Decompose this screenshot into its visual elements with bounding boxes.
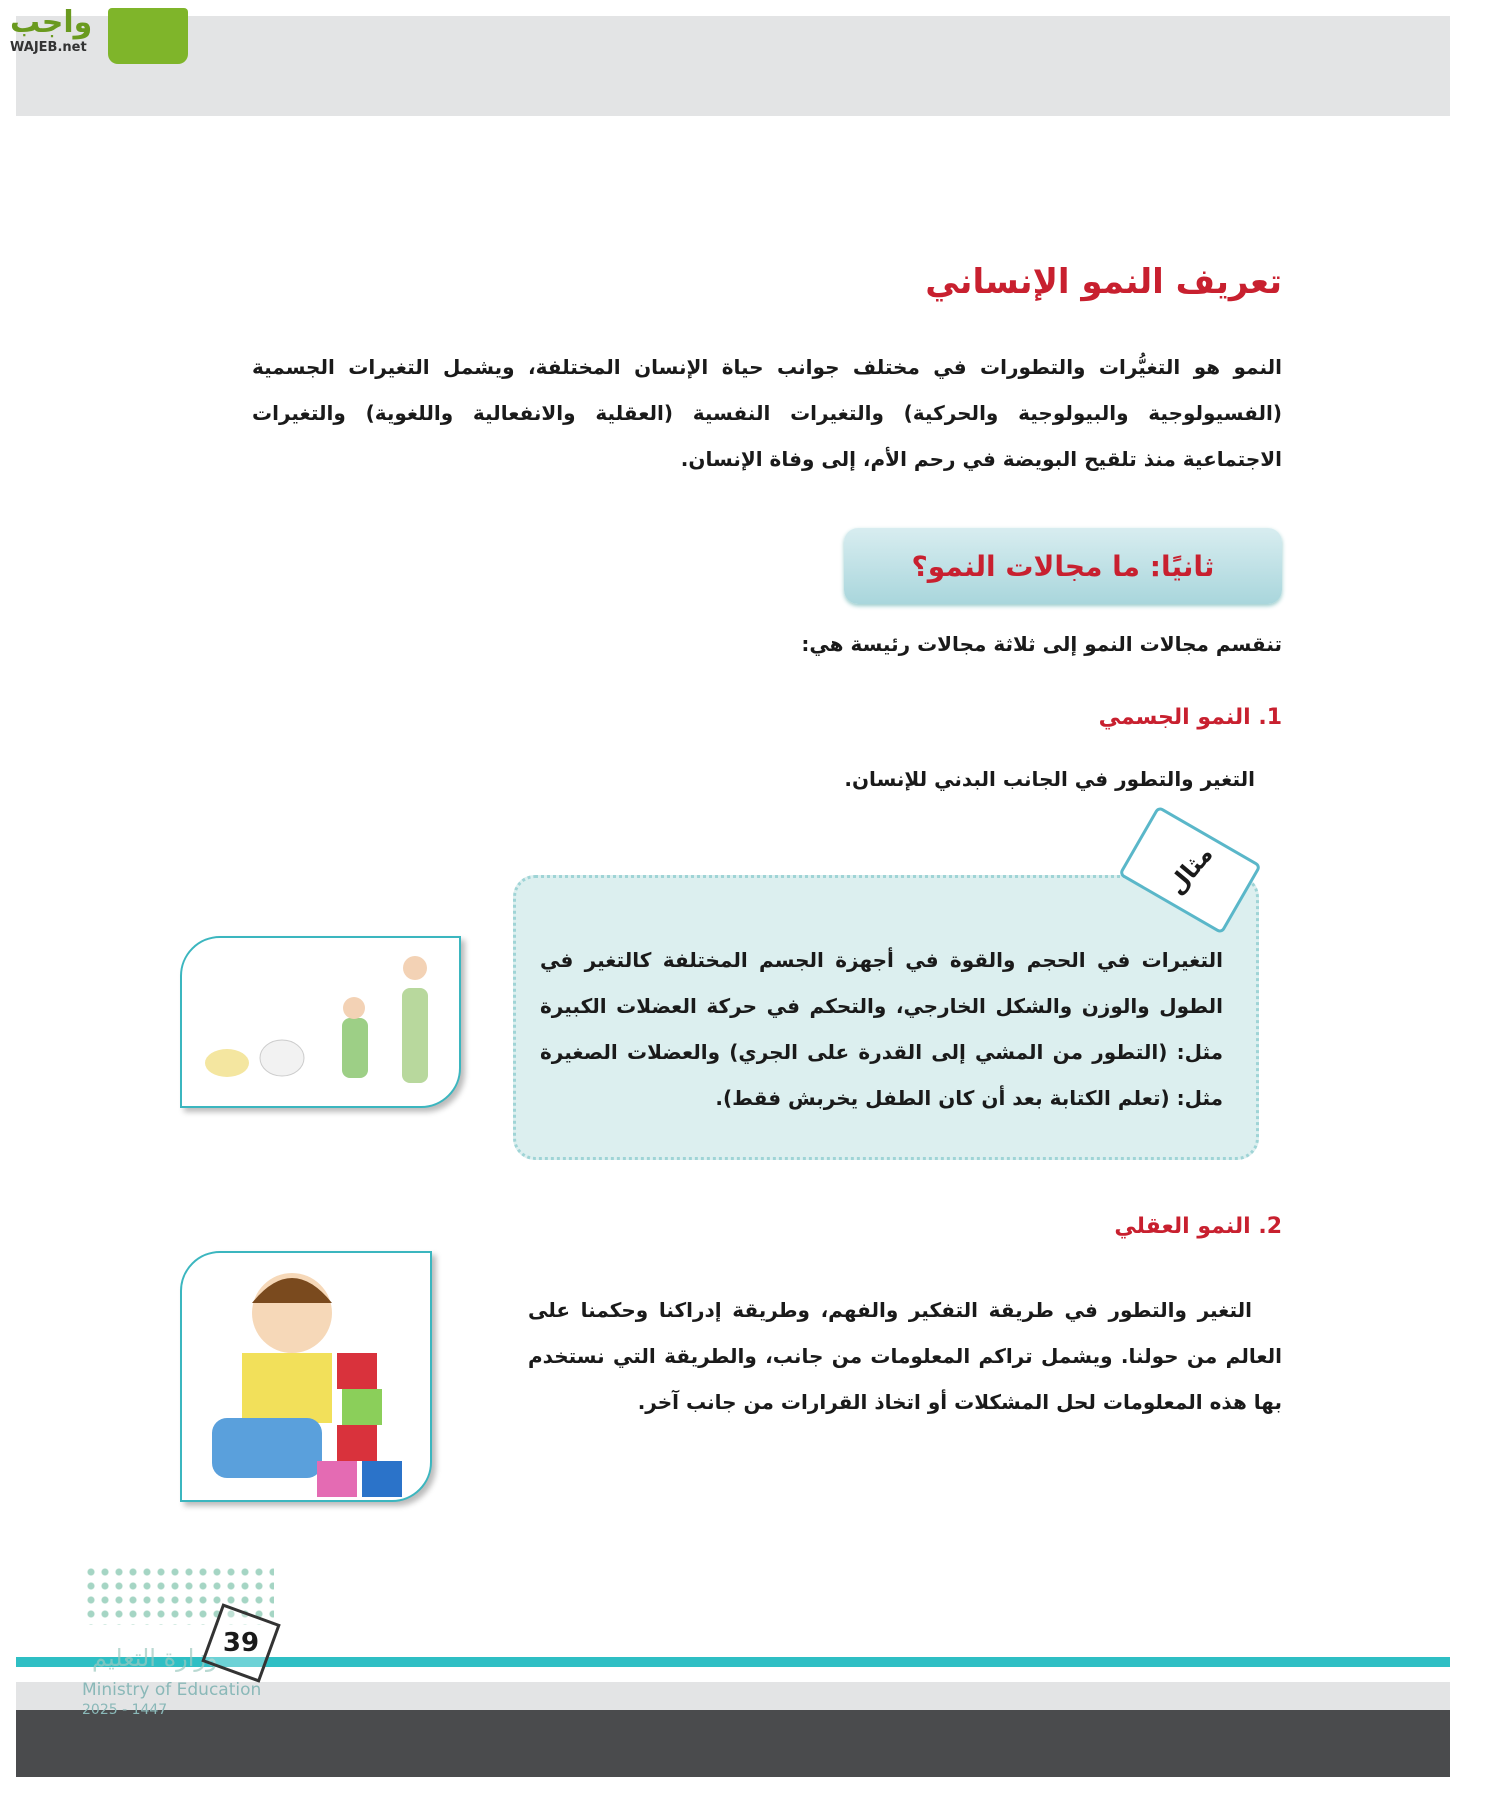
- growth-figures-icon: [182, 938, 459, 1106]
- book-logo-icon: [108, 8, 188, 64]
- page-number: 39: [222, 1628, 260, 1658]
- domain-definition-cognitive: التغير والتطور في طريقة التفكير والفهم، وطريقة إدراكنا وحكمنا على العالم من حولنا. ويشمل تراكم المعلومات من جانب، والطريقة التي نستخدم بها هذه المعلومات لحل المشكلات أو اتخاذ القرارات من جانب آخر.: [528, 1298, 1282, 1414]
- header-band: [16, 16, 1450, 116]
- ministry-name-ar: وزارة التعليم: [92, 1644, 218, 1672]
- example-text: التغيرات في الحجم والقوة في أجهزة الجسم المختلفة كالتغير في الطول والوزن والشكل الخارجي، والتحكم في حركة العضلات الكبيرة مثل: (التطور من المشي إلى القدرة على الجري) والعضلات الصغيرة مثل: (تعلم الكتابة بعد أن كان الطفل يخربش فقط).: [540, 948, 1223, 1110]
- child-with-blocks-icon: [182, 1253, 430, 1500]
- footer-dark-band: [16, 1710, 1450, 1777]
- domain-heading-cognitive: 2. النمو العقلي: [1114, 1214, 1282, 1239]
- section-intro: تنقسم مجالات النمو إلى ثلاثة مجالات رئيسة هي:: [801, 632, 1282, 656]
- section-banner: ثانيًا: ما مجالات النمو؟: [844, 528, 1282, 604]
- child-blocks-illustration: [180, 1251, 432, 1502]
- growth-stages-illustration: [180, 936, 461, 1108]
- wajeb-logo: واجب WAJEB.net: [10, 5, 93, 55]
- ministry-year: 2025 - 1447: [82, 1702, 168, 1718]
- page-title: تعريف النمو الإنساني: [925, 262, 1282, 302]
- clipboard-example-icon: مثال: [1118, 805, 1262, 934]
- ministry-name-en: Ministry of Education: [82, 1680, 262, 1700]
- domain-definition-physical: التغير والتطور في الجانب البدني للإنسان.: [844, 767, 1255, 791]
- intro-paragraph: النمو هو التغيُّرات والتطورات في مختلف جوانب حياة الإنسان المختلفة، ويشمل التغيرات الجسمية (الفسيولوجية والبيولوجية والحركية) والتغيرات النفسية (العقلية والانفعالية واللغوية) والتغيرات الاجتماعية منذ تلقيح البويضة في رحم الأم، إلى وفاة الإنسان.: [252, 355, 1282, 471]
- domain-heading-physical: 1. النمو الجسمي: [1098, 705, 1282, 730]
